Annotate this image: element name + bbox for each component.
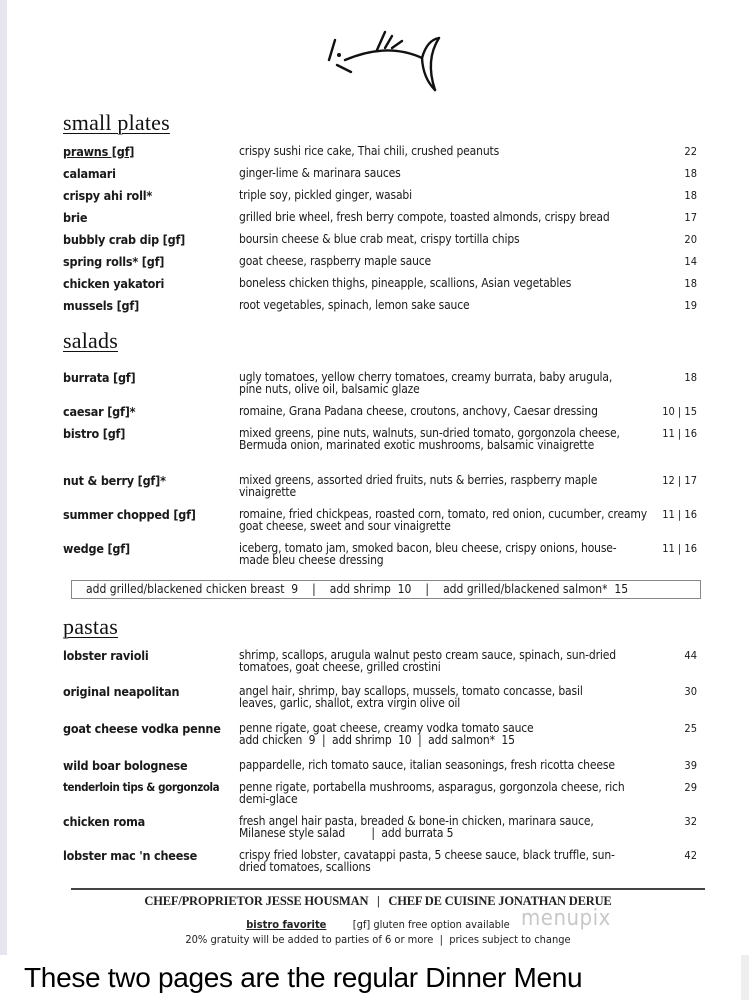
- item-name: lobster ravioli: [63, 648, 149, 663]
- item-description: mixed greens, pine nuts, walnuts, sun-dried tomato, gorgonzola cheese, Bermuda onion, marinated exotic mushrooms, balsamic vinaigrette: [239, 426, 620, 452]
- item-price: 32: [684, 815, 697, 828]
- item-name: nut & berry [gf]*: [63, 473, 166, 488]
- item-name: wedge [gf]: [63, 541, 130, 556]
- addon-separator: |: [312, 582, 316, 596]
- fish-skeleton-icon: [317, 28, 457, 98]
- item-description: grilled brie wheel, fresh berry compote, toasted almonds, crispy bread: [239, 210, 610, 224]
- section-title-pastas: pastas: [63, 614, 118, 639]
- menu-notes: 20% gratuity will be added to parties of 6 or more | prices subject to change: [185, 933, 571, 946]
- menu-legend: [7, 918, 749, 931]
- item-name: wild boar bolognese: [63, 758, 188, 773]
- salad-addons-box: [71, 580, 701, 599]
- item-name: spring rolls* [gf]: [63, 254, 165, 269]
- item-price: 44: [684, 649, 697, 662]
- item-description: goat cheese, raspberry maple sauce: [239, 254, 432, 268]
- item-price: 11 | 16: [662, 542, 697, 555]
- image-caption: These two pages are the regular Dinner Menu: [24, 962, 583, 993]
- item-name: brie: [63, 210, 88, 225]
- item-name: calamari: [63, 166, 116, 181]
- item-price: 18: [684, 371, 697, 384]
- footer-divider: [71, 888, 705, 890]
- legend-bistro-favorite: bistro favorite: [246, 918, 327, 931]
- item-price: 14: [684, 255, 697, 268]
- item-description: iceberg, tomato jam, smoked bacon, bleu cheese, crispy onions, house-made bleu cheese dressing: [239, 541, 617, 567]
- item-price: 42: [684, 849, 697, 862]
- item-name: prawns [gf]: [63, 144, 135, 159]
- item-price: 19: [684, 299, 697, 312]
- legend-gluten-free: [gf] gluten free option available: [352, 918, 510, 931]
- item-addons-line: Milanese style salad | add burrata 5: [239, 825, 454, 840]
- item-description: root vegetables, spinach, lemon sake sauce: [239, 298, 470, 312]
- item-description: angel hair, shrimp, bay scallops, mussels, tomato concasse, basil leaves, garlic, shallot, extra virgin olive oil: [239, 684, 583, 710]
- item-price: 18: [684, 189, 697, 202]
- item-description: romaine, Grana Padana cheese, croutons, anchovy, Caesar dressing: [239, 404, 598, 418]
- item-description: mixed greens, assorted dried fruits, nuts & berries, raspberry maple vinaigrette: [239, 473, 598, 499]
- page-edge: [0, 0, 7, 955]
- item-description: ugly tomatoes, yellow cherry tomatoes, creamy burrata, baby arugula, pine nuts, olive oil, balsamic glaze: [239, 370, 613, 396]
- item-name: summer chopped [gf]: [63, 507, 196, 522]
- item-price: 17: [684, 211, 697, 224]
- item-price: 22: [684, 145, 697, 158]
- page-edge: [741, 955, 749, 1000]
- item-price: 20: [684, 233, 697, 246]
- item-name: bistro [gf]: [63, 426, 126, 441]
- item-name: mussels [gf]: [63, 298, 140, 313]
- item-name: lobster mac 'n cheese: [63, 848, 198, 863]
- item-description: crispy sushi rice cake, Thai chili, crushed peanuts: [239, 144, 500, 158]
- item-description: pappardelle, rich tomato sauce, italian seasonings, fresh ricotta cheese: [239, 758, 615, 772]
- item-price: 18: [684, 277, 697, 290]
- menu-page: [7, 0, 749, 955]
- item-description-line: penne rigate, goat cheese, creamy vodka tomato sauce: [239, 721, 534, 735]
- watermark: menupix: [521, 906, 611, 931]
- addon-salmon: add grilled/blackened salmon* 15: [443, 582, 629, 596]
- item-name: bubbly crab dip [gf]: [63, 232, 186, 247]
- item-price: 18: [684, 167, 697, 180]
- item-description: ginger-lime & marinara sauces: [239, 166, 401, 180]
- item-description: [239, 816, 649, 839]
- item-price: 10 | 15: [662, 405, 697, 418]
- addon-chicken: add grilled/blackened chicken breast 9: [86, 582, 299, 596]
- item-name: burrata [gf]: [63, 370, 136, 385]
- item-name: goat cheese vodka penne: [63, 721, 221, 736]
- item-description: romaine, fried chickpeas, roasted corn, tomato, red onion, cucumber, creamy goat cheese, sweet and sour vinaigrette: [239, 507, 648, 533]
- item-description: triple soy, pickled ginger, wasabi: [239, 188, 412, 202]
- item-price: 11 | 16: [662, 508, 697, 521]
- item-description: penne rigate, portabella mushrooms, asparagus, gorgonzola cheese, rich demi-glace: [239, 780, 625, 806]
- item-description: [239, 723, 649, 746]
- item-name: chicken roma: [63, 814, 146, 829]
- item-price: 11 | 16: [662, 427, 697, 440]
- item-description: boneless chicken thighs, pineapple, scallions, Asian vegetables: [239, 276, 572, 290]
- item-description: crispy fried lobster, cavatappi pasta, 5 cheese sauce, black truffle, sun-dried tomatoes, scallions: [239, 848, 615, 874]
- item-name: chicken yakatori: [63, 276, 165, 291]
- section-title-salads: salads: [63, 328, 118, 353]
- item-price: 25: [684, 722, 697, 735]
- item-description: boursin cheese & blue crab meat, crispy tortilla chips: [239, 232, 520, 246]
- section-title-small-plates: small plates: [63, 110, 170, 135]
- item-name: original neapolitan: [63, 684, 180, 699]
- item-price: 39: [684, 759, 697, 772]
- item-name: crispy ahi roll*: [63, 188, 153, 203]
- item-name: tenderloin tips & gorgonzola: [63, 780, 220, 794]
- item-description: shrimp, scallops, arugula walnut pesto cream sauce, spinach, sun-dried tomatoes, goat cheese, grilled crostini: [239, 648, 616, 674]
- item-price: 30: [684, 685, 697, 698]
- item-name: caesar [gf]*: [63, 404, 136, 419]
- item-price: 12 | 17: [662, 474, 697, 487]
- item-addons-line: add chicken 9 | add shrimp 10 | add salmon* 15: [239, 732, 515, 747]
- addon-shrimp: add shrimp 10: [329, 582, 412, 596]
- chef-credits: CHEF/PROPRIETOR JESSE HOUSMAN | CHEF DE CUISINE JONATHAN DERUE: [144, 894, 612, 908]
- item-price: 29: [684, 781, 697, 794]
- item-description-line: fresh angel hair pasta, breaded & bone-in chicken, marinara sauce,: [239, 814, 594, 828]
- addon-separator: |: [425, 582, 430, 596]
